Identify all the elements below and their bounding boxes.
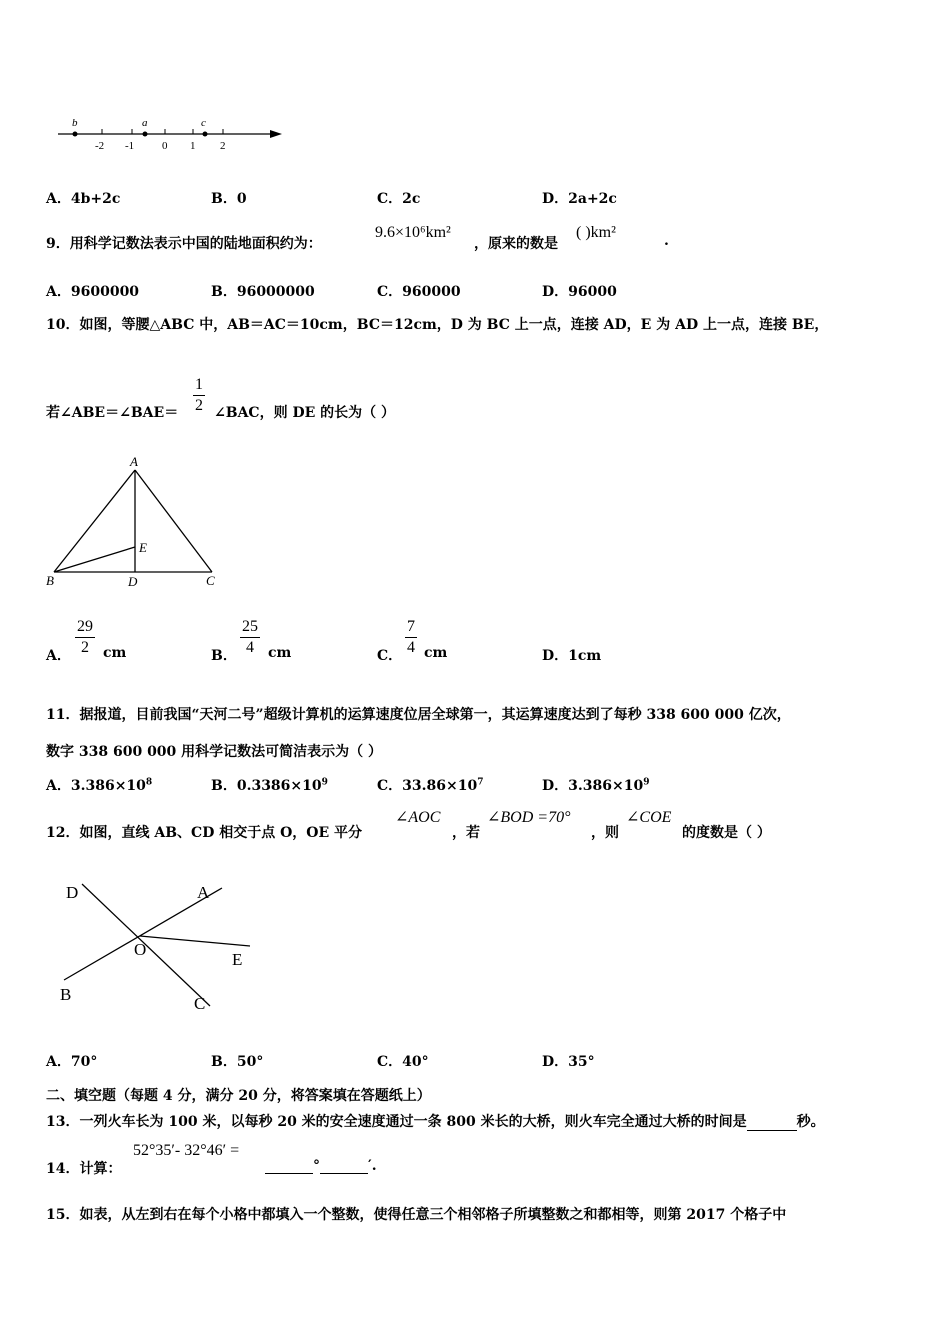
q10-option-b-unit: cm	[268, 645, 292, 661]
ray-oe	[140, 936, 250, 946]
q10-line2-suffix: ∠BAC，则 DE 的长为（ ）	[214, 405, 396, 421]
q10-half-fraction	[193, 376, 205, 415]
triangle-figure	[40, 452, 230, 594]
fraction-numerator: 25	[242, 618, 258, 635]
segment-be	[54, 547, 135, 572]
q8-option-d[interactable]: D．2a+2c	[542, 191, 617, 207]
option-letter: C．	[377, 648, 403, 664]
vertex-c-label: C	[206, 573, 215, 588]
q10-line1: 10．如图，等腰△ABC 中，AB＝AC＝10cm，BC＝12cm，D 为 BC 上一点，连接 AD，E 为 AD 上一点，连接 BE，	[46, 317, 829, 333]
tick-label: 2	[220, 140, 226, 152]
fraction-bar	[75, 637, 95, 638]
q10-option-a-fraction	[75, 618, 95, 657]
vertex-a-label: A	[130, 454, 138, 469]
option-base: A．3.386×10	[46, 778, 146, 794]
q11-option-c[interactable]	[377, 775, 483, 795]
tick-label: 0	[162, 140, 168, 152]
q12-mid2: ，则	[591, 825, 619, 841]
vertex-b-label: B	[46, 573, 54, 588]
tick-label: 1	[190, 140, 196, 152]
q12-suffix: 的度数是（ ）	[682, 825, 771, 841]
q9-paren: ( )km²	[576, 224, 616, 241]
option-exponent: 7	[477, 777, 484, 788]
vertex-e-label: E	[139, 540, 147, 555]
q10-option-c[interactable]	[377, 645, 402, 665]
q12-option-c[interactable]: C．40°	[377, 1054, 429, 1070]
q14-expr: 52°35′- 32°46′ =	[133, 1142, 240, 1159]
q12-option-a[interactable]: A．70°	[46, 1054, 98, 1070]
q10-option-b-fraction	[240, 618, 260, 657]
label-c: c	[201, 117, 206, 129]
intersecting-lines-figure	[52, 876, 262, 1016]
point-c	[203, 132, 208, 137]
q10-option-b[interactable]	[211, 645, 237, 665]
fraction-numerator: 29	[77, 618, 93, 635]
fraction-denominator: 4	[407, 639, 415, 656]
q14-minute-symbol: ′.	[368, 1158, 377, 1174]
q14-prefix: 14．计算：	[46, 1161, 122, 1177]
q9-option-c[interactable]: C．960000	[377, 284, 461, 300]
fraction-denominator: 4	[246, 639, 254, 656]
option-base: C．33.86×10	[377, 778, 478, 794]
vertex-d-label: D	[128, 574, 138, 589]
option-letter: D．	[542, 648, 569, 664]
side-ab	[54, 470, 135, 572]
q8-option-c[interactable]: C．2c	[377, 191, 421, 207]
q10-option-c-unit: cm	[424, 645, 448, 661]
option-letter: B．	[211, 648, 237, 664]
option-letter: A．	[46, 648, 71, 664]
fraction-numerator: 1	[195, 376, 203, 393]
q9-middle: ，原来的数是	[474, 236, 558, 252]
option-exponent: 8	[145, 777, 153, 788]
point-b	[73, 132, 78, 137]
q12-option-d[interactable]: D．35°	[542, 1054, 595, 1070]
q15-text: 15．如表，从左到右在每个小格中都填入一个整数，使得任意三个相邻格子所填整数之和都相等，则第 2017 个格子中	[46, 1207, 787, 1223]
tick-label: -1	[125, 140, 135, 152]
q13-answer-blank[interactable]	[747, 1116, 797, 1131]
fraction-denominator: 2	[195, 397, 203, 414]
option-text: 1cm	[568, 648, 602, 664]
option-base: B．0.3386×10	[211, 778, 322, 794]
fraction-denominator: 2	[81, 639, 89, 656]
q12-angle-aoc: ∠AOC	[395, 809, 441, 826]
q9-end: .	[664, 233, 669, 249]
point-c-label: C	[194, 994, 206, 1013]
q8-option-b[interactable]: B．0	[211, 191, 247, 207]
q10-option-a-unit: cm	[103, 645, 127, 661]
q13-text	[46, 1111, 825, 1131]
q12-option-b[interactable]: B．50°	[211, 1054, 264, 1070]
point-o-label: O	[134, 940, 147, 959]
q9-option-b[interactable]: B．96000000	[211, 284, 315, 300]
q10-option-a[interactable]	[46, 645, 71, 665]
label-a: a	[142, 117, 148, 129]
q14-degree-symbol: °	[313, 1158, 320, 1174]
section2-title: 二、填空题（每题 4 分，满分 20 分，将答案填在答题纸上）	[46, 1088, 431, 1104]
number-line-figure	[50, 112, 290, 154]
q11-line2: 数字 338 600 000 用科学记数法可简洁表示为（ ）	[46, 744, 383, 760]
number-line-arrow	[270, 130, 282, 138]
q12-angle-coe: ∠COE	[626, 809, 672, 826]
fraction-bar	[193, 395, 205, 396]
point-b-label: B	[60, 985, 72, 1004]
option-base: D．3.386×10	[542, 778, 644, 794]
q10-option-c-fraction	[405, 618, 417, 657]
q14-minute-blank[interactable]	[320, 1159, 368, 1174]
q11-option-a[interactable]	[46, 775, 152, 795]
q14-degree-blank[interactable]	[265, 1159, 313, 1174]
q11-option-d[interactable]	[542, 775, 649, 795]
q14-answer	[265, 1158, 377, 1174]
option-exponent: 9	[643, 777, 650, 788]
fraction-bar	[240, 637, 260, 638]
option-exponent: 9	[321, 777, 328, 788]
fraction-numerator: 7	[407, 618, 415, 635]
q13-suffix: 秒。	[796, 1114, 825, 1130]
point-e-label: E	[232, 950, 243, 969]
q11-option-b[interactable]	[211, 775, 328, 795]
q9-option-d[interactable]: D．96000	[542, 284, 617, 300]
q13-question: 13．一列火车长为 100 米，以每秒 20 米的安全速度通过一条 800 米长的大桥，则火车完全通过大桥的时间是	[46, 1114, 747, 1130]
side-ac	[135, 470, 212, 572]
q9-expr: 9.6×10⁶km²	[375, 224, 451, 241]
q11-line1: 11．据报道，目前我国“天河二号”超级计算机的运算速度位居全球第一，其运算速度达到了每秒 338 600 000 亿次，	[46, 707, 791, 723]
point-a-label: A	[197, 883, 210, 902]
q9-option-a[interactable]: A．9600000	[46, 284, 140, 300]
q10-line2-prefix: 若∠ABE＝∠BAE＝	[46, 405, 179, 421]
q12-angle-bod: ∠BOD =70°	[487, 809, 571, 826]
q12-prefix: 12．如图，直线 AB、CD 相交于点 O，OE 平分	[46, 825, 363, 841]
label-b: b	[72, 117, 78, 129]
q8-option-a[interactable]: A．4b+2c	[46, 191, 121, 207]
tick-label: -2	[95, 140, 105, 152]
q10-option-d[interactable]	[542, 645, 601, 665]
fraction-bar	[405, 637, 417, 638]
point-a	[143, 132, 148, 137]
point-d-label: D	[66, 883, 79, 902]
q12-mid1: ，若	[452, 825, 480, 841]
q9-prefix: 9．用科学记数法表示中国的陆地面积约为：	[46, 236, 322, 252]
